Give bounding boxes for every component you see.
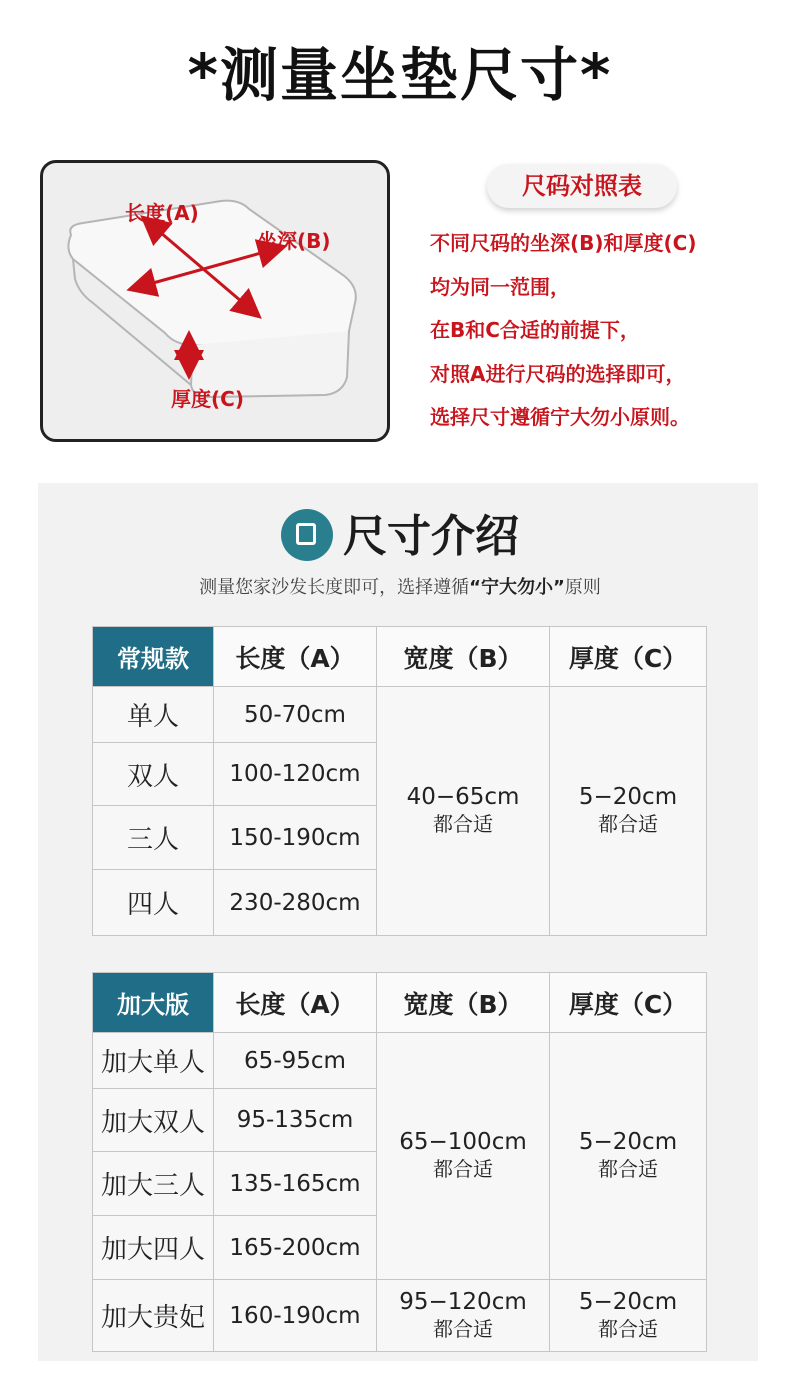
intro-title: 尺寸介绍 [343, 511, 519, 562]
row-length: 50-70cm [214, 687, 377, 743]
row-length: 230-280cm [214, 870, 377, 936]
row-length: 95-135cm [214, 1089, 377, 1152]
intro-subtitle: 测量您家沙发长度即可，选择遵循“宁大勿小”原则 [199, 577, 601, 598]
note-line: 选择尺寸遵循宁大勿小原则。 [430, 405, 690, 429]
note-line: 不同尺码的坐深(B)和厚度(C) [430, 231, 697, 255]
width-range-cell: 40−65cm 都合适 [377, 687, 550, 936]
size-chart-note [430, 222, 790, 440]
thickness-range-cell: 5−20cm 都合适 [550, 687, 707, 936]
width-range-cell: 65−100cm 都合适 [377, 1033, 550, 1280]
table-row [93, 1033, 707, 1089]
note-line: 对照A进行尺码的选择即可， [430, 361, 686, 386]
intro-heading [0, 500, 800, 565]
row-name: 加大贵妃 [93, 1280, 214, 1352]
cushion-diagram [40, 160, 390, 442]
header-thickness: 厚度（C） [550, 627, 707, 687]
row-name: 加大双人 [93, 1089, 214, 1152]
row-name: 单人 [93, 687, 214, 743]
cushion-top-shape [68, 201, 355, 347]
page-title: *测量坐垫尺寸* [187, 41, 613, 109]
header-thickness: 厚度（C） [550, 973, 707, 1033]
table-row [93, 1280, 707, 1352]
row-length: 100-120cm [214, 743, 377, 806]
label-length-a: 长度(A) [125, 201, 199, 225]
row-name: 加大四人 [93, 1216, 214, 1280]
header-length: 长度（A） [214, 973, 377, 1033]
row-name: 四人 [93, 870, 214, 936]
header-width: 宽度（B） [377, 973, 550, 1033]
note-line: 在B和C合适的前提下， [430, 318, 640, 342]
size-chart-title: 尺码对照表 [487, 164, 677, 208]
row-name: 加大三人 [93, 1152, 214, 1216]
row-name: 双人 [93, 743, 214, 806]
header-regular: 常规款 [93, 627, 214, 687]
regular-size-table [92, 626, 707, 936]
label-thickness-c: 厚度(C) [171, 387, 244, 411]
thickness-range-cell: 5−20cm 都合适 [550, 1280, 707, 1352]
width-range-cell: 95−120cm 都合适 [377, 1280, 550, 1352]
header-length: 长度（A） [214, 627, 377, 687]
row-length: 65-95cm [214, 1033, 377, 1089]
table-header-row [93, 973, 707, 1033]
header-large: 加大版 [93, 973, 214, 1033]
row-length: 165-200cm [214, 1216, 377, 1280]
note-line: 均为同一范围， [430, 274, 570, 299]
row-name: 三人 [93, 806, 214, 870]
table-row [93, 687, 707, 743]
ruler-icon [281, 509, 333, 561]
row-length: 150-190cm [214, 806, 377, 870]
table-header-row [93, 627, 707, 687]
row-name: 加大单人 [93, 1033, 214, 1089]
large-size-table [92, 972, 707, 1352]
row-length: 160-190cm [214, 1280, 377, 1352]
row-length: 135-165cm [214, 1152, 377, 1216]
label-depth-b: 坐深(B) [257, 229, 331, 253]
thickness-range-cell: 5−20cm 都合适 [550, 1033, 707, 1280]
header-width: 宽度（B） [377, 627, 550, 687]
